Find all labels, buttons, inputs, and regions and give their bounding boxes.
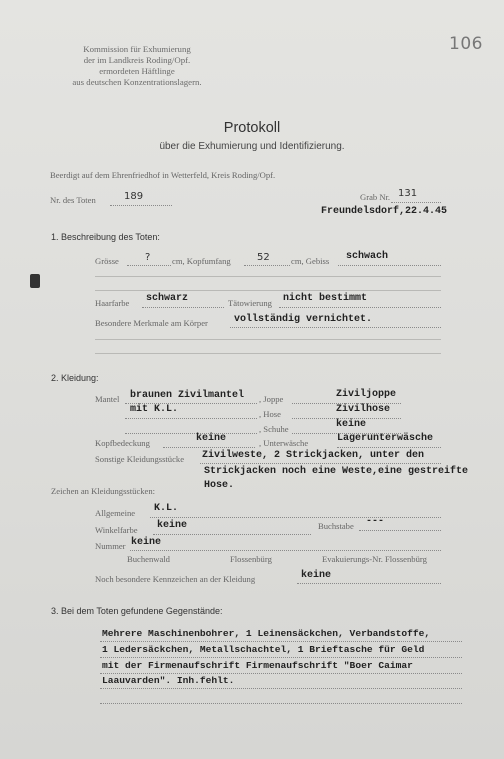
coat-value-line-1: braunen Zivilmantel bbox=[130, 390, 245, 401]
hair-color-label: Haarfarbe bbox=[95, 298, 130, 308]
items-found-line-4: Laauvarden". Inh.fehlt. bbox=[102, 675, 235, 686]
letter-value: --- bbox=[366, 516, 385, 527]
coat-value-line-2: mit K.L. bbox=[130, 404, 179, 415]
other-clothing-line-1: Zivilweste, 2 Strickjacken, unter den bbox=[202, 450, 425, 461]
other-clothing-line-3: Hose. bbox=[204, 480, 235, 491]
deceased-number-value: 189 bbox=[124, 191, 144, 202]
issuer-line-2: der im Landkreis Roding/Opf. bbox=[83, 55, 191, 65]
section-2-heading: 2. Kleidung: bbox=[51, 373, 99, 383]
section-3-heading: 3. Bei dem Toten gefundene Gegenstände: bbox=[51, 606, 223, 616]
jacket-value: Ziviljoppe bbox=[336, 389, 397, 400]
underwear-label: , Unterwäsche bbox=[259, 438, 309, 448]
other-marks-value: keine bbox=[301, 570, 332, 581]
document-subtitle: über die Exhumierung und Identifizierung. bbox=[159, 141, 345, 152]
shoes-label: , Schuhe bbox=[259, 424, 289, 434]
tattoo-value: nicht bestimmt bbox=[283, 293, 368, 304]
issuer-line-1: Kommission für Exhumierung bbox=[83, 44, 191, 54]
other-marks-label: Noch besondere Kennzeichen an der Kleidung bbox=[95, 574, 256, 584]
items-found-line-2: 1 Ledersäckchen, Metallschachtel, 1 Brieftasche für Geld bbox=[102, 644, 425, 655]
teeth-label: cm, Gebiss bbox=[291, 256, 330, 266]
other-clothing-label: Sonstige Kleidungsstücke bbox=[95, 454, 185, 464]
trousers-label: , Hose bbox=[259, 409, 281, 419]
shoes-value: keine bbox=[336, 419, 367, 430]
other-clothing-line-2: Strickjacken noch eine Weste,eine gestreifte bbox=[204, 466, 469, 477]
grave-number-value: 131 bbox=[398, 188, 418, 199]
trousers-value: Zivilhose bbox=[336, 404, 391, 415]
col-evacuation-no: Evakuierungs-Nr. Flossenbürg bbox=[322, 554, 427, 564]
jacket-label: , Joppe bbox=[259, 394, 284, 404]
angle-color-label: Winkelfarbe bbox=[95, 525, 138, 535]
burial-place-text: Beerdigt auf dem Ehrenfriedhof in Wetterfeld, Kreis Roding/Opf. bbox=[50, 170, 276, 180]
issuer-header bbox=[52, 44, 222, 88]
letter-label: Buchstabe bbox=[318, 521, 354, 531]
teeth-value: schwach bbox=[346, 251, 389, 262]
items-found-line-1: Mehrere Maschinenbohrer, 1 Leinensäckchen, Verbandstoffe, bbox=[102, 628, 431, 639]
document-title: Protokoll bbox=[223, 120, 281, 136]
location-date-value: Freundelsdorf,22.4.45 bbox=[321, 206, 448, 217]
underwear-value: Lagerunterwäsche bbox=[337, 433, 434, 444]
deceased-number-label: Nr. des Toten bbox=[50, 195, 96, 205]
issuer-line-4: aus deutschen Konzentrationslagern. bbox=[72, 77, 202, 87]
page-number: 106 bbox=[449, 34, 483, 54]
coat-label: Mantel bbox=[95, 394, 120, 404]
punch-hole bbox=[30, 274, 40, 288]
items-found-line-3: mit der Firmenaufschrift Firmenaufschrift "Boer Caimar bbox=[102, 660, 413, 671]
height-value: ? bbox=[145, 252, 151, 263]
tattoo-label: Tätowierung bbox=[228, 298, 272, 308]
hair-color-value: schwarz bbox=[146, 293, 189, 304]
height-label: Grösse bbox=[95, 256, 119, 266]
marks-value: vollständig vernichtet. bbox=[234, 314, 373, 325]
angle-color-value: keine bbox=[157, 520, 188, 531]
clothing-marks-label: Zeichen an Kleidungsstücken: bbox=[51, 486, 156, 496]
general-value: K.L. bbox=[154, 503, 179, 514]
section-1-heading: 1. Beschreibung des Toten: bbox=[51, 232, 160, 242]
headwear-label: Kopfbedeckung bbox=[95, 438, 150, 448]
head-circ-value: 52 bbox=[257, 252, 270, 263]
grave-number-label: Grab Nr. bbox=[360, 192, 391, 202]
marks-label: Besondere Merkmale am Körper bbox=[95, 318, 208, 328]
number-value: keine bbox=[131, 537, 162, 548]
headwear-value: keine bbox=[196, 433, 227, 444]
issuer-line-3: ermordeten Häftlinge bbox=[99, 66, 175, 76]
general-label: Allgemeine bbox=[95, 508, 136, 518]
col-flossenburg: Flossenbürg bbox=[230, 554, 272, 564]
head-circ-label: cm, Kopfumfang bbox=[172, 256, 231, 266]
col-buchenwald: Buchenwald bbox=[127, 554, 170, 564]
number-label: Nummer bbox=[95, 541, 126, 551]
